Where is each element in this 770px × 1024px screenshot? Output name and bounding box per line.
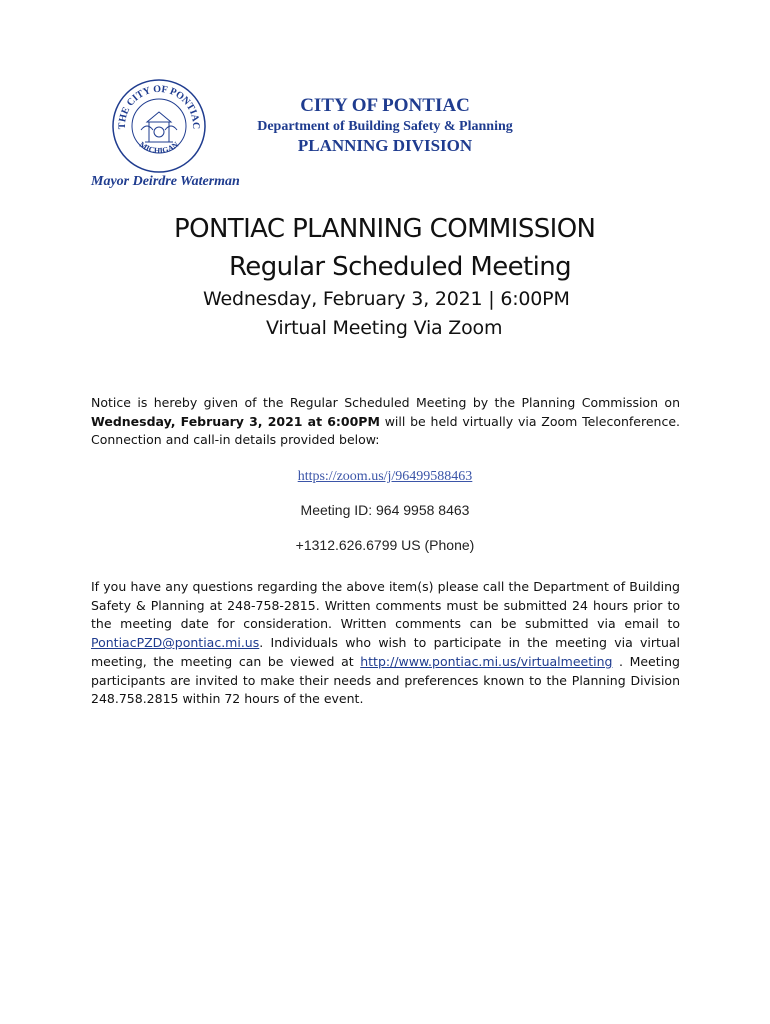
city-name: CITY OF PONTIAC: [300, 95, 470, 116]
virtual-meeting-link[interactable]: http://www.pontiac.mi.us/virtualmeeting: [360, 653, 613, 669]
email-link[interactable]: PontiacPZD@pontiac.mi.us: [91, 635, 260, 651]
meeting-title: Regular Scheduled Meeting: [229, 252, 572, 282]
questions-text-2: . Individuals who wish to participate in the meeting via virtual meeting, the meeting can be viewed at: [91, 635, 680, 669]
meeting-id: Meeting ID: 964 9958 8463: [300, 502, 470, 518]
meeting-datetime: Wednesday, February 3, 2021 | 6:00PM: [203, 288, 570, 310]
questions-paragraph: [91, 578, 680, 709]
zoom-link[interactable]: https://zoom.us/j/96499588463: [297, 469, 473, 484]
notice-rest: will be held virtually via Zoom Teleconference. Connection and call-in details provided below:: [91, 413, 680, 448]
questions-text-1: If you have any questions regarding the above item(s) please call the Department of Building Safety & Planning at 248-758-2815. Written comments must be submitted 24 hours prior to the meeting date for consideration. Written comments can be submitted via email to: [91, 579, 680, 632]
notice-paragraph: [91, 394, 680, 450]
city-seal-logo: [111, 78, 207, 174]
seal-bottom-text: MICHIGAN: [137, 140, 181, 156]
division-name: PLANNING DIVISION: [297, 136, 473, 155]
notice-intro: Notice is hereby given of the Regular Scheduled Meeting by the Planning Commission on: [91, 395, 680, 410]
seal-emblem-icon: [111, 78, 207, 174]
questions-text-3: . Meeting participants are invited to make their needs and preferences known to the Planning Division 248.758.2815 within 72 hours of the event.: [91, 653, 680, 707]
mayor-name: Mayor Deirdre Waterman: [91, 174, 240, 189]
notice-bold-datetime: Wednesday, February 3, 2021 at 6:00PM: [91, 413, 380, 429]
seal-top-text: THE CITY OF PONTIAC: [116, 83, 202, 130]
commission-title: PONTIAC PLANNING COMMISSION: [174, 214, 596, 244]
dial-in-phone: +1312.626.6799 US (Phone): [295, 537, 475, 553]
meeting-venue: Virtual Meeting Via Zoom: [266, 317, 503, 339]
department-name: Department of Building Safety & Planning: [257, 119, 513, 134]
